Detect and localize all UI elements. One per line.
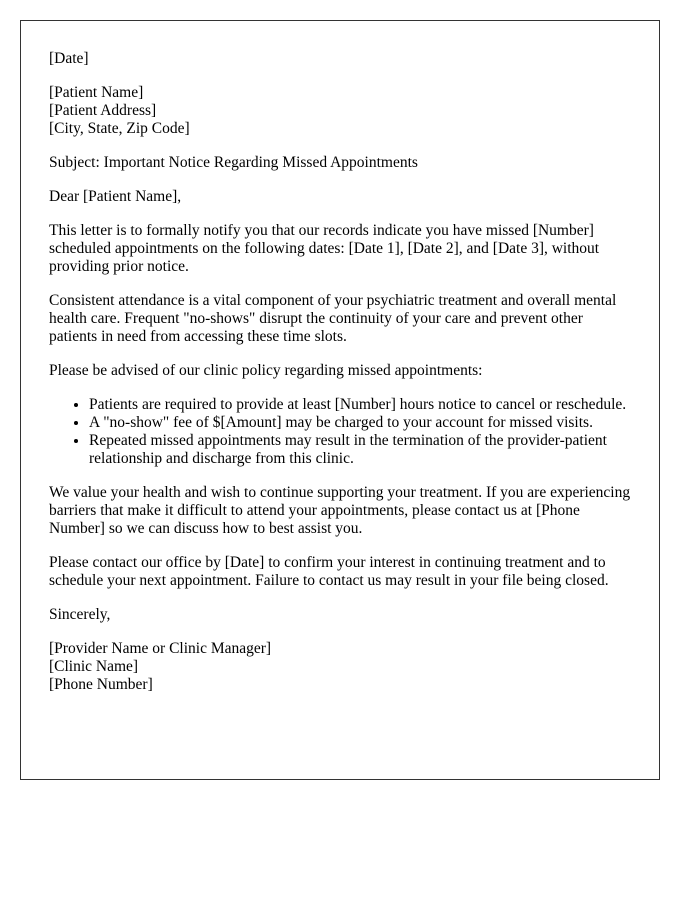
letter-salutation: Dear [Patient Name], [49, 188, 182, 205]
recipient-street: [Patient Address] [49, 102, 157, 119]
policy-item-fee: • A "no-show" fee of $[Amount] may be charged to your account for missed visits. [89, 414, 631, 432]
paragraph-attendance: Consistent attendance is a vital component of your psychiatric treatment and overall mental health care. Frequent "no-shows" disrupt the continuity of your care and prevent other patients in need from accessing these time slots. [49, 292, 617, 345]
letter-date: [Date] [49, 50, 89, 67]
paragraph-deadline: Please contact our office by [Date] to confirm your interest in continuing treatment and to schedule your next appointment. Failure to contact us may result in your file being closed. [49, 554, 609, 589]
paragraph-notice: This letter is to formally notify you that our records indicate you have missed [Number] scheduled appointments on the following dates: [Date 1], [Date 2], and [Date 3], without providing prior notice. [49, 222, 600, 275]
policy-item-notice: • Patients are required to provide at least [Number] hours notice to cancel or reschedule. [89, 396, 631, 414]
letter-subject: Subject: Important Notice Regarding Missed Appointments [49, 154, 418, 171]
policy-list [49, 396, 631, 468]
letter-page [20, 20, 660, 780]
recipient-address [49, 84, 631, 138]
recipient-city-state-zip: [City, State, Zip Code] [49, 120, 190, 137]
paragraph-support: We value your health and wish to continue supporting your treatment. If you are experiencing barriers that make it difficult to attend your appointments, please contact us at [Phone Number] so we can discuss how to best assist you. [49, 484, 631, 537]
signature-phone: [Phone Number] [49, 676, 153, 693]
signature-clinic: [Clinic Name] [49, 658, 139, 675]
signature-block [49, 640, 631, 694]
paragraph-policy-intro: Please be advised of our clinic policy regarding missed appointments: [49, 362, 483, 379]
letter-signoff: Sincerely, [49, 606, 111, 623]
policy-item-termination: • Repeated missed appointments may result in the termination of the provider-patient relationship and discharge from this clinic. [89, 432, 631, 468]
signature-provider: [Provider Name or Clinic Manager] [49, 640, 272, 657]
recipient-name: [Patient Name] [49, 84, 144, 101]
